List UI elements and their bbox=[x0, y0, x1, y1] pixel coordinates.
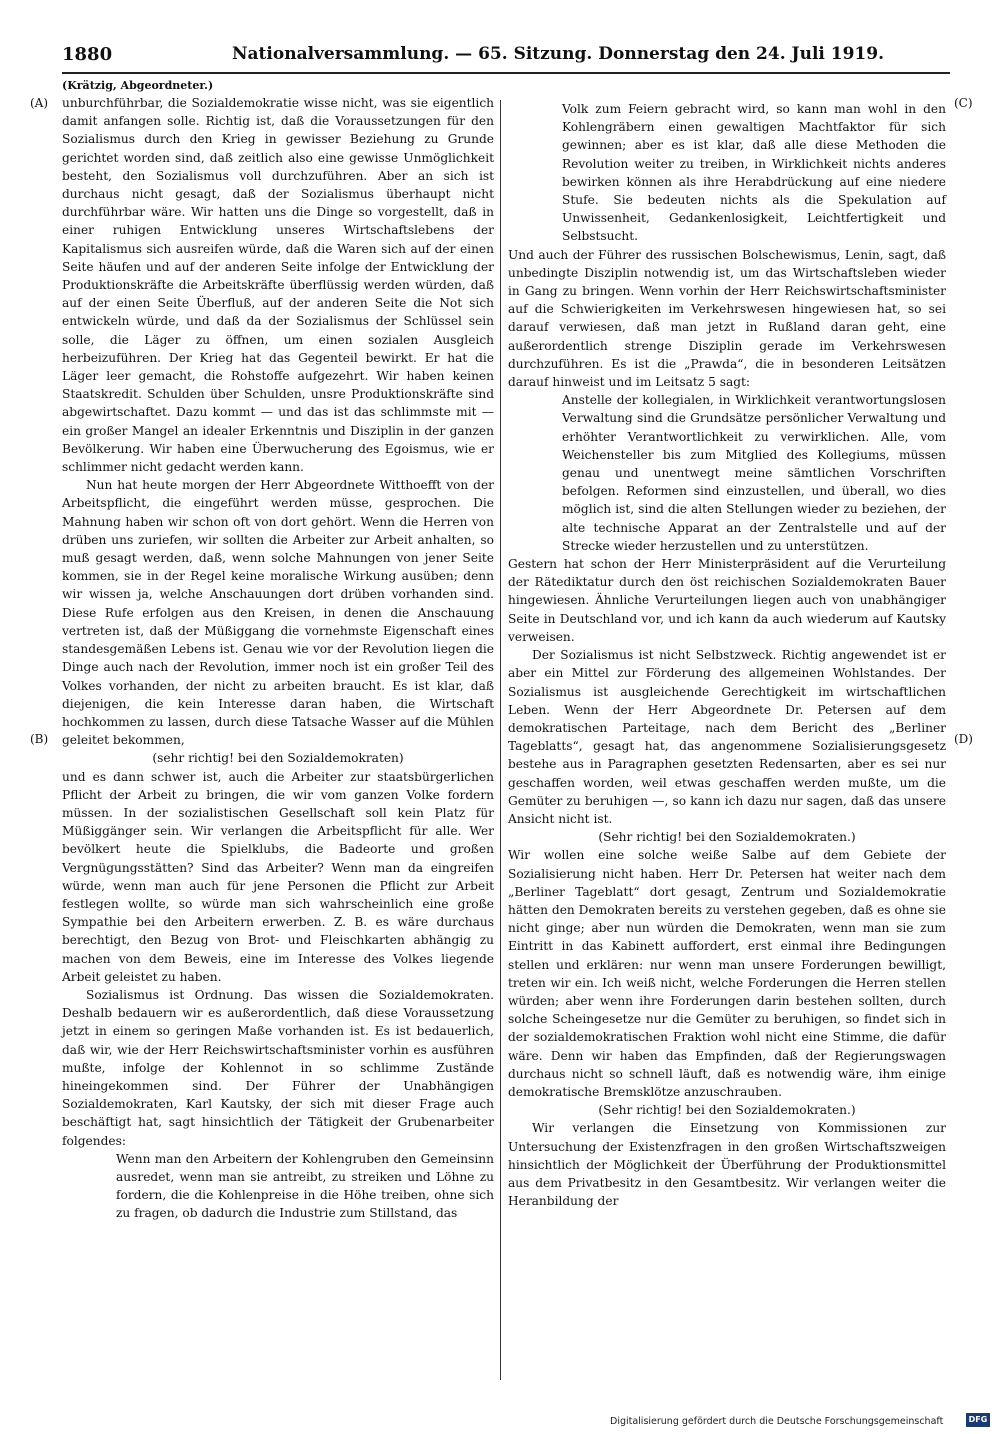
header-rule bbox=[62, 72, 950, 74]
interjection: (Sehr richtig! bei den Sozialdemokraten.) bbox=[598, 1103, 856, 1118]
interjection: (Sehr richtig! bei den Sozialdemokraten.) bbox=[598, 830, 856, 845]
paragraph: Sozialismus ist Ordnung. Das wissen die Sozialdemokraten. Deshalb bedauern wir es außerordentlich, daß diese Voraussetzung jetzt in einem so geringen Maße vorhanden ist. Es ist bedauerlich, daß wir, wie der Herr Reichswirtschaftsminister vorhin es ausführen mußte, infolge der Kohlennot in so schlimme Zustände hineingekommen sind. Der Führer der Unabhängigen Sozialdemokraten, Karl Kautsky, der sich mit dieser Frage auch beschäftigt hat, sagt hinsichtlich der Tätigkeit der Grubenarbeiter folgendes: bbox=[62, 987, 494, 1148]
paragraph: Und auch der Führer des russischen Bolschewismus, Lenin, sagt, daß unbedingte Disziplin notwendig ist, um das Wirtschaftsleben wieder in Gang zu bringen. Wenn vorhin der Herr Reichswirtschaftsminister auf die Schwierigkeiten im Verkehrswesen hingewiesen hat, so sei darauf verwiesen, daß man jetzt in Rußland daran geht, eine außerordentlich strenge Disziplin gerade im Verkehrswesen durchzuführen. Es ist die „Prawda“, die in besonderen Leitsätzen darauf hinweist und im Leitsatz 5 sagt: bbox=[508, 247, 946, 390]
margin-marker-c: (C) bbox=[954, 96, 973, 110]
paragraph: Gestern hat schon der Herr Ministerpräsident auf die Verurteilung der Rätediktatur durch den öst reichischen Sozialdemokraten Bauer hingewiesen. Ähnliche Verurteilungen liegen auch von unabhängiger Seite in Deutschland vor, und ich kann da auch wiederum auf Kautsky verweisen. bbox=[508, 557, 946, 644]
column-divider bbox=[500, 100, 501, 1380]
digitization-credit: Digitalisierung gefördert durch die Deutsche Forschungsgemeinschaft bbox=[610, 1416, 944, 1427]
right-column bbox=[508, 100, 946, 1380]
paragraph: und es dann schwer ist, auch die Arbeiter zur staatsbürgerlichen Pflicht der Arbeit zu bringen, die wir vom ganzen Volke fordern müssen. In der sozialistischen Gesellschaft soll kein Platz für Müßiggänger sein. Wir verlangen die Arbeitspflicht für alle. Wer bevölkert heute die Spielklubs, die Badeorte und großen Vergnügungsstätten? Sind das Arbeiter? Wenn man da eingreifen würde, wenn man auch für jene Personen die Pflicht zur Arbeit festlegen wollte, so würde man sich wahrscheinlich eine große Sympathie bei den Arbeitern erwerben. Z. B. es wäre durchaus berechtigt, den Bezug von Brot- und Fleischkarten abhängig zu machen von dem Beweis, eine im Interesse des Volkes liegende Arbeit geleistet zu haben. bbox=[62, 769, 494, 984]
paragraph: Wir verlangen die Einsetzung von Kommissionen zur Untersuchung der Existenzfragen in den großen Wirtschaftszweigen hinsichtlich der Möglichkeit der Überführung der Produktionsmittel aus dem Privatbesitz in den Gesamtbesitz. Wir verlangen weiter die Heranbildung der bbox=[508, 1121, 946, 1209]
left-column bbox=[62, 78, 494, 1378]
margin-marker-b: (B) bbox=[30, 732, 49, 746]
margin-marker-a: (A) bbox=[30, 96, 49, 110]
paragraph: unburchführbar, die Sozialdemokratie wisse nicht, was sie eigentlich damit anfangen solle. Richtig ist, daß die Voraussetzungen für den Sozialismus durch den Krieg in gewisser Beziehung zu Grunde gerichtet worden sind, daß zeitlich also eine gewisse Unmöglichkeit besteht, den Sozialismus voll durchzuführen. Aber an sich ist durchaus nicht gesagt, daß der Sozialismus überhaupt nicht durchführbar wäre. Wir hatten uns die Dinge so vorgestellt, daß in einer ruhigen Entwicklung unseres Wirtschaftslebens der Kapitalismus sich ausreifen würde, daß die Waren sich auf der einen Seite häufen und auf der anderen Seite infolge der Entwicklung der Produktionskräfte die Arbeitskräfte überflüssig werden würden, daß auf der einen Seite Überfluß, auf der anderen Seite die Not sich entwickeln würde, und daß da der Sozialismus der Schlüssel sein solle, die Läger zu öffnen, um einen sozialen Ausgleich herbeizuführen. Der Krieg hat das Gegenteil bewirkt. Er hat die Läger leer gemacht, die Rohstoffe aufgezehrt. Wir haben keinen Staatskredit. Schulden über Schulden, unsre Produktionskräfte sind abgewirtschaftet. Dazu kommt — und das ist das schlimmste mit — ein großer Mangel an idealer Erkenntnis und Disziplin in der ganzen Bevölkerung. Wir haben eine Überwucherung des Egoismus, wie er schlimmer nicht gedacht werden kann. bbox=[62, 96, 494, 475]
paragraph: Wir wollen eine solche weiße Salbe auf dem Gebiete der Sozialisierung nicht haben. Herr Dr. Petersen hat weiter nach dem „Berliner Tageblatt“ dort gesagt, Zentrum und Sozialdemokratie hätten den Demokraten bereits zu verstehen gegeben, daß es ohne sie nicht ginge; aber nun würden die Demokraten, wenn man sie zum Eintritt in das Kabinett auffordert, erst einmal ihre Bedingungen stellen und erklären: nur wenn man unsere Forderungen bewilligt, treten wir ein. Ich weiß nicht, welche Forderungen die Herren stellen würden; aber wenn ihre Forderungen darin bestehen sollten, durch solche Scheingesetze nur die Gemüter zu beruhigen, so findet sich in der sozialdemokratischen Fraktion wohl nicht eine Stimme, die dafür wäre. Denn wir haben das Empfinden, daß der Regierungswagen durchaus nicht so schnell läuft, daß es notwendig wäre, ihm einige demokratische Bremsklötze anzuschrauben. bbox=[508, 848, 946, 1099]
running-title: Nationalversammlung. — 65. Sitzung. Donnerstag den 24. Juli 1919. bbox=[232, 44, 885, 64]
paragraph: Der Sozialismus ist nicht Selbstzweck. Richtig angewendet ist er aber ein Mittel zur Förderung des allgemeinen Wohlstandes. Der Sozialismus ist ausgleichende Gerechtigkeit im wirtschaftlichen Leben. Wenn der Herr Abgeordnete Dr. Petersen auf dem demokratischen Parteitage, nach dem Bericht des „Berliner Tageblatts“, gesagt hat, das angenommene Sozialisierungsgesetz bestehe aus in Paragraphen gesetzten Redensarten, aber es sei nur geschaffen worden, weil etwas geschaffen werden mußte, um die Gemüter zu beruhigen —, so kann ich dazu nur sagen, daß das unsere Ansicht nicht ist. bbox=[508, 648, 946, 826]
block-quote: Anstelle der kollegialen, in Wirklichkeit verantwortungslosen Verwaltung sind die Grundsätze persönlicher Verwaltung und erhöhter Verantwortlichkeit zu verwirklichen. Alle, vom Weichensteller bis zum Mitglied des Kollegiums, müssen genau und unentwegt meine sämtlichen Vorschriften befolgen. Reformen sind einzustellen, und überall, wo dies möglich ist, sind die alten Stellungen wieder zu beziehen, der alte technische Apparat an der Zentralstelle und auf der Strecke wieder herzustellen und zu unterstützen. bbox=[562, 393, 946, 553]
block-quote-continued: Volk zum Feiern gebracht wird, so kann man wohl in den Kohlengräbern einen gewaltigen Machtfaktor für sich gewinnen; aber es ist klar, daß alle diese Methoden die Revolution weiter zu treiben, in Wirklichkeit nichts anderes bewirken können als ihre Herabdrückung auf eine niedere Stufe. Sie bedeuten nichts als die Spekulation auf Unwissenheit, Gedankenlosigkeit, Leichtfertigkeit und Selbstsucht. bbox=[562, 102, 946, 244]
speaker-label: (Krätzig, Abgeordneter.) bbox=[62, 79, 214, 92]
margin-marker-d: (D) bbox=[954, 732, 973, 746]
paragraph: Nun hat heute morgen der Herr Abgeordnete Witthoefft von der Arbeitspflicht, die eingeführt werden müsse, gesprochen. Die Mahnung haben wir schon oft von dort gehört. Wenn die Herren von drüben uns zuriefen, wir sollten die Arbeiter zur Arbeit anhalten, so muß gesagt werden, daß, wenn solche Mahnungen von jener Seite kommen, sie in der Regel keine moralische Wirkung ausüben; denn wir wissen ja, welche Anschauungen dort drüben vorhanden sind. Diese Rufe erfolgen aus den Kreisen, in denen die Anschauung vertreten ist, daß der Müßiggang die vornehmste Eigenschaft eines standesgemäßen Lebens ist. Genau wie vor der Revolution liegen die Dinge auch nach der Revolution, immer noch ist ein großer Teil des Volkes vorhanden, der nicht zu arbeiten braucht. Es ist klar, daß diejenigen, die kein Interesse daran haben, die Wirtschaft hochkommen zu lassen, durch diese Tatsache Wasser auf die Mühlen geleitet bekommen, bbox=[62, 478, 494, 748]
interjection: (sehr richtig! bei den Sozialdemokraten) bbox=[152, 751, 404, 766]
page-header bbox=[62, 44, 950, 68]
block-quote: Wenn man den Arbeitern der Kohlengruben den Gemeinsinn ausredet, wenn man sie antreibt, zu streiken und Löhne zu fordern, die die Kohlenpreise in die Höhe treiben, ohne sich zu fragen, ob dadurch die Industrie zum Stillstand, das bbox=[116, 1151, 494, 1221]
dfg-logo: DFG bbox=[966, 1413, 990, 1427]
page-number: 1880 bbox=[62, 44, 113, 65]
